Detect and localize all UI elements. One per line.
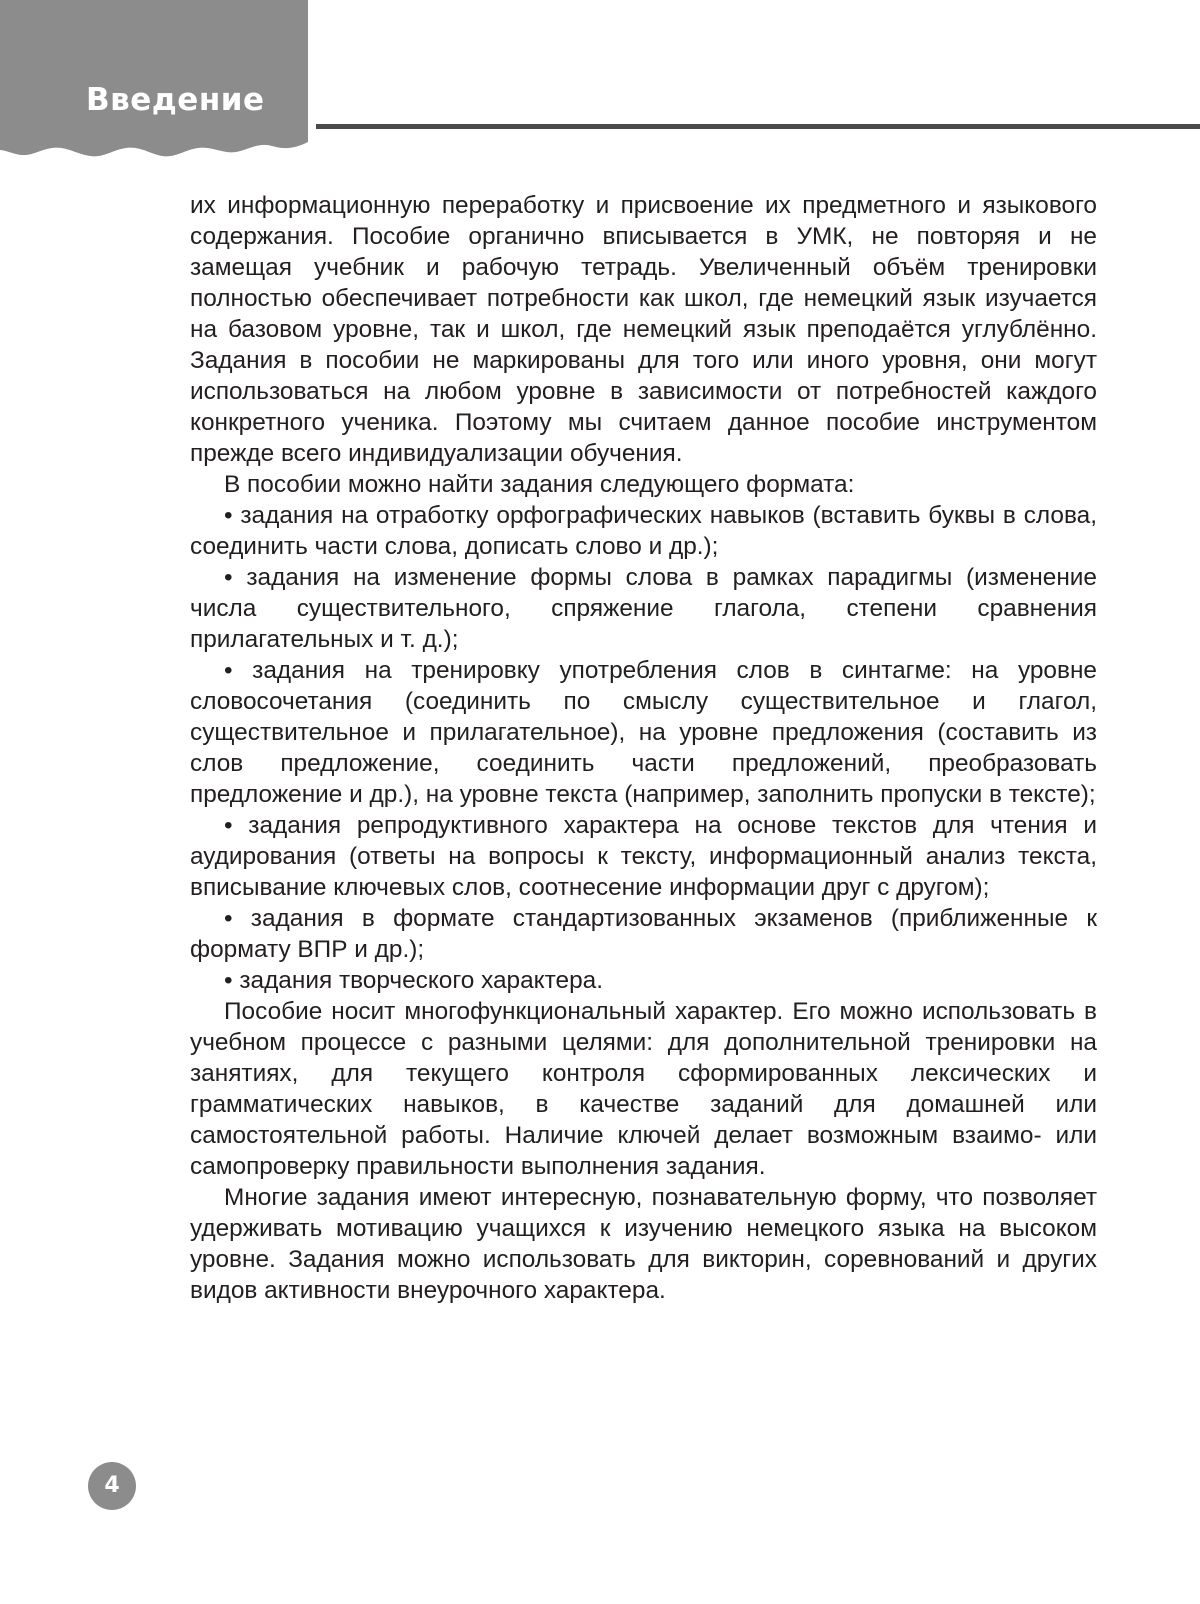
body-text	[190, 190, 1097, 1306]
bullet-item: • задания творческого характера.	[224, 967, 603, 994]
header-rule	[316, 124, 1200, 129]
bullet-item: • задания на отработку орфографических навыков (вставить буквы в слова, соединить части слова, дописать слово и др.);	[190, 502, 1097, 560]
paragraph: Многие задания имеют интересную, познавательную форму, что позволяет удерживать мотивацию учащихся к изучению немецкого языка на высоком уровне. Задания можно использовать для викторин, соревнований и других видов активности внеурочного характера.	[190, 1184, 1097, 1304]
bullet-item: • задания на изменение формы слова в рамках парадигмы (изменение числа существительного, спряжение глагола, степени сравнения прилагательных и т. д.);	[190, 564, 1097, 653]
bullet-item: • задания репродуктивного характера на основе текстов для чтения и аудирования (ответы на вопросы к тексту, информационный анализ текста, вписывание ключевых слов, соотнесение информации друг с другом);	[190, 812, 1097, 901]
bullet-item: • задания в формате стандартизованных экзаменов (приближенные к формату ВПР и др.);	[190, 905, 1097, 963]
bullet-item: • задания на тренировку употребления слов в синтагме: на уровне словосочетания (соединить по смыслу существительное и глагол, существительное и прилагательное), на уровне предложения (составить из слов предложение, соединить части предложений, преобразовать предложение и др.), на уровне текста (например, заполнить пропуски в тексте);	[190, 657, 1097, 808]
paragraph: Пособие носит многофункциональный характер. Его можно использовать в учебном процессе с разными целями: для дополнительной тренировки на занятиях, для текущего контроля сформированных лексических и грамматических навыков, в качестве заданий для домашней или самостоятельной работы. Наличие ключей делает возможным взаимо- или самопроверку правильности выполнения задания.	[190, 998, 1097, 1180]
section-title: Введение	[86, 82, 265, 118]
paragraph: В пособии можно найти задания следующего формата:	[224, 471, 855, 498]
page-number: 4	[88, 1462, 136, 1510]
paragraph: их информационную переработку и присвоение их предметного и языкового содержания. Пособие органично вписывается в УМК, не повторяя и не замещая учебник и рабочую тетрадь. Увеличенный объём тренировки полностью обеспечивает потребности как школ, где немецкий язык изучается на базовом уровне, так и школ, где немецкий язык преподаётся углублённо. Задания в пособии не маркированы для того или иного уровня, они могут использоваться на любом уровне в зависимости от потребностей каждого конкретного ученика. Поэтому мы считаем данное пособие инструментом прежде всего индивидуализации обучения.	[190, 192, 1097, 467]
